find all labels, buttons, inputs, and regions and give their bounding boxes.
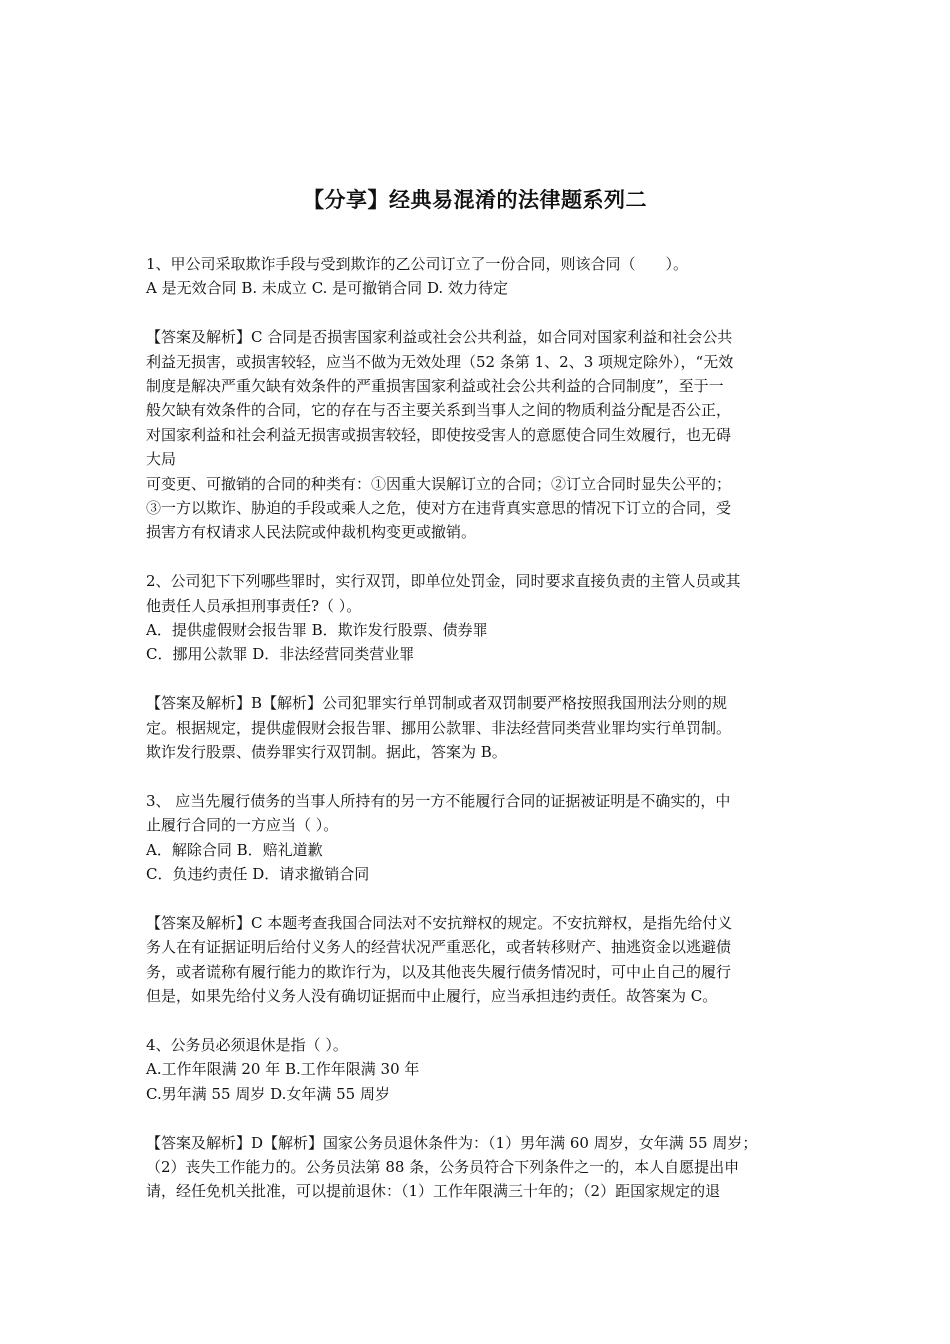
analysis-line: 般欠缺有效条件的合同，它的存在与否主要关系到当事人之间的物质利益分配是否公正， xyxy=(146,401,732,420)
question-options: A．提供虚假财会报告罪 B．欺诈发行股票、债券罪 xyxy=(146,621,488,640)
analysis-line: 大局 xyxy=(146,450,177,469)
question-options: C.男年满 55 周岁 D.女年满 55 周岁 xyxy=(146,1084,390,1103)
question-2 xyxy=(146,569,814,667)
analysis-line: 利益无损害，或损害较轻，应当不做为无效处理（52 条第 1、2、3 项规定除外），“无效 xyxy=(146,352,734,371)
question-options: A 是无效合同 B. 未成立 C. 是可撤销合同 D. 效力待定 xyxy=(146,279,508,298)
answer-analysis-3 xyxy=(146,911,814,1009)
analysis-line: 损害方有权请求人民法院或仲裁机构变更或撤销。 xyxy=(146,523,477,542)
document-title: 【分享】经典易混淆的法律题系列二 xyxy=(303,188,647,212)
analysis-line: （2）丧失工作能力的。公务员法第 88 条，公务员符合下列条件之一的，本人自愿提出申 xyxy=(146,1157,740,1176)
paragraph-gap xyxy=(146,1106,814,1130)
document-body xyxy=(146,252,814,1204)
question-3 xyxy=(146,789,814,887)
question-options: A．解除合同 B．赔礼道歉 xyxy=(146,840,323,859)
analysis-line: 可变更、可撤销的合同的种类有：①因重大误解订立的合同；②订立合同时显失公平的； xyxy=(146,474,732,493)
answer-analysis-2 xyxy=(146,691,814,764)
analysis-line: 制度是解决严重欠缺有效条件的严重损害国家利益或社会公共利益的合同制度”，至于一 xyxy=(146,377,724,396)
analysis-line: 定。根据规定，提供虚假财会报告罪、挪用公款罪、非法经营同类营业罪均实行单罚制。 xyxy=(146,718,732,737)
analysis-line: ③一方以欺诈、胁迫的手段或乘人之危，使对方在违背真实意思的情况下订立的合同，受 xyxy=(146,499,732,518)
analysis-line: 务人在有证据证明后给付义务人的经营状况严重恶化，或者转移财产、抽逃资金以逃避债 xyxy=(146,938,732,957)
analysis-line: 请，经任免机关批准，可以提前退休：（1）工作年限满三十年的；（2）距国家规定的退 xyxy=(146,1182,721,1201)
paragraph-gap xyxy=(146,887,814,911)
question-stem: 3、 应当先履行债务的当事人所持有的另一方不能履行合同的证据被证明是不确实的，中 xyxy=(146,791,731,810)
analysis-line: 【答案及解析】C 本题考查我国合同法对不安抗辩权的规定。不安抗辩权，是指先给付义 xyxy=(146,913,733,932)
question-stem: 2、公司犯下下列哪些罪时，实行双罚，即单位处罚金，同时要求直接负责的主管人员或其 xyxy=(146,572,741,591)
paragraph-gap xyxy=(146,301,814,325)
analysis-line: 但是，如果先给付义务人没有确切证据而中止履行，应当承担违约责任。故答案为 C。 xyxy=(146,987,718,1006)
question-stem: 止履行合同的一方应当（ ）。 xyxy=(146,816,339,835)
analysis-line: 欺诈发行股票、债券罪实行双罚制。据此，答案为 B。 xyxy=(146,743,507,762)
question-options: C．挪用公款罪 D．非法经营同类营业罪 xyxy=(146,645,415,664)
question-stem: 他责任人员承担刑事责任?（ ）。 xyxy=(146,596,362,615)
question-options: A.工作年限满 20 年 B.工作年限满 30 年 xyxy=(146,1060,420,1079)
question-stem: 4、公务员必须退休是指（ ）。 xyxy=(146,1035,348,1054)
paragraph-gap xyxy=(146,667,814,691)
paragraph-gap xyxy=(146,1009,814,1033)
answer-analysis-1 xyxy=(146,325,814,545)
question-stem: 1、甲公司采取欺诈手段与受到欺诈的乙公司订立了一份合同，则该合同（ ）。 xyxy=(146,255,689,273)
answer-analysis-4 xyxy=(146,1131,814,1204)
paragraph-gap xyxy=(146,545,814,569)
question-4 xyxy=(146,1033,814,1106)
analysis-line: 【答案及解析】D【解析】国家公务员退休条件为：（1）男年满 60 周岁，女年满 55 周岁； xyxy=(146,1133,758,1152)
analysis-line: 对国家利益和社会利益无损害或损害较轻，即使按受害人的意愿使合同生效履行，也无碍 xyxy=(146,425,732,444)
analysis-line: 【答案及解析】C 合同是否损害国家利益或社会公共利益，如合同对国家利益和社会公共 xyxy=(146,328,733,347)
question-options: C．负违约责任 D．请求撤销合同 xyxy=(146,865,370,884)
analysis-line: 【答案及解析】B【解析】公司犯罪实行单罚制或者双罚制要严格按照我国刑法分则的规 xyxy=(146,694,728,713)
paragraph-gap xyxy=(146,764,814,788)
question-1 xyxy=(146,252,814,301)
analysis-line: 务，或者谎称有履行能力的欺诈行为，以及其他丧失履行债务情况时，可中止自己的履行 xyxy=(146,962,732,981)
